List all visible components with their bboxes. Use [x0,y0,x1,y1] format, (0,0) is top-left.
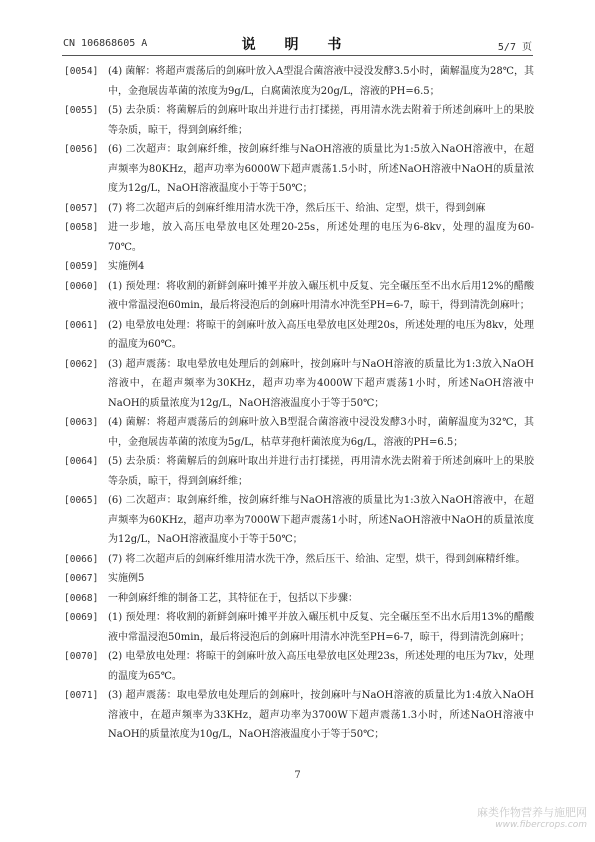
paragraph-text: (5) 去杂质：将菌解后的剑麻叶取出并进行击打揉搓，再用清水洗去附着于所述剑麻叶上的果胶等杂质，晾干，得到剑麻纤维； [108,456,534,487]
paragraph-number: [0057] [64,202,99,214]
paragraph [64,413,534,452]
paragraph-text: (4) 菌解：将超声震荡后的剑麻叶放入B型混合菌溶液中浸没发酵3小时，菌解温度为32℃，其中，金孢展齿革菌的浓度为5g/L，枯草芽孢杆菌浓度为6g/L，溶液的PH=6.5； [108,417,534,448]
header-divider [62,55,533,56]
paragraph-text: 实施例5 [108,573,145,584]
paragraph-text: (6) 二次超声：取剑麻纤维，按剑麻纤维与NaOH溶液的质量比为1:5放入NaOH溶液中，在超声频率为80KHz，超声功率为6000W下超声震荡1.5小时，所述NaOH溶液中NaOH的质量浓度为12g/L，NaOH溶液温度小于等于50℃； [108,144,534,194]
paragraph [64,218,534,257]
watermark-url: www.fibercrops.com [495,820,587,830]
paragraph-text: (3) 超声震荡：取电晕放电处理后的剑麻叶，按剑麻叶与NaOH溶液的质量比为1:3放入NaOH溶液中，在超声频率为30KHz，超声功率为4000W下超声震荡1小时，所述NaOH溶液中NaOH的质量浓度为12g/L，NaOH溶液温度小于等于50℃； [108,358,534,409]
paragraph-number: [0062] [64,358,99,370]
paragraph-number: [0063] [64,417,99,428]
paragraph [64,355,534,414]
paragraph-text: (3) 超声震荡：取电晕放电处理后的剑麻叶，按剑麻叶与NaOH溶液的质量比为1:4放入NaOH溶液中，在超声频率为33KHz，超声功率为3700W下超声震荡1.3小时，所述NaOH溶液中NaOH的质量浓度为10g/L，NaOH溶液温度小于等于50℃； [108,690,534,740]
paragraph [64,569,534,589]
paragraph-text: (2) 电晕放电处理：将晾干的剑麻叶放入高压电晕放电区处理20s，所述处理的电压为8kv，处理的温度为60℃。 [108,319,534,350]
paragraph-text: (5) 去杂质：将菌解后的剑麻叶取出并进行击打揉搓，再用清水洗去附着于所述剑麻叶上的果胶等杂质，晾干，得到剑麻纤维； [108,105,534,136]
document-title: 说 明 书 [241,37,354,53]
paragraph [64,316,534,355]
paragraph-text: (7) 将二次超声后的剑麻纤维用清水洗干净，然后压干、给油、定型，烘干，得到剑麻精纤维。 [108,553,526,565]
paragraph-text: (4) 菌解：将超声震荡后的剑麻叶放入A型混合菌溶液中浸没发酵3.5小时，菌解温度为28℃，其中，金孢展齿革菌的浓度为9g/L，白腐菌浓度为20g/L，溶液的PH=6.5； [108,66,534,97]
paragraph [64,608,534,647]
paragraph [64,62,534,101]
paragraph-number: [0068] [64,592,99,604]
paragraph-number: [0058] [64,222,99,233]
paragraph-number: [0061] [64,319,99,331]
watermark-text: 麻类作物营养与施肥网 [477,806,587,819]
paragraph-number: [0070] [64,651,99,662]
paragraph [64,589,534,609]
paragraph [64,101,534,140]
paragraph-text: (7) 将二次超声后的剑麻纤维用清水洗干净，然后压干、给油、定型，烘干，得到剑麻 [108,202,486,214]
paragraph [64,491,534,550]
paragraph-text: (2) 电晕放电处理：将晾干的剑麻叶放入高压电晕放电区处理23s，所述处理的电压为7kv，处理的温度为65℃。 [108,651,534,682]
paragraph-number: [0055] [64,105,99,116]
page-number: 7 [294,770,301,781]
paragraph-text: (1) 预处理：将收割的新鲜剑麻叶摊平并放入碾压机中反复、完全碾压至不出水后用13%的醋酸液中常温浸泡50min，最后将浸泡后的剑麻叶用清水冲洗至PH=6-7，晾干，得到清洗剑麻叶； [108,612,534,643]
paragraph [64,686,534,745]
paragraph-number: [0060] [64,280,99,292]
paragraph-text: (1) 预处理：将收割的新鲜剑麻叶摊平并放入碾压机中反复、完全碾压至不出水后用12%的醋酸液中常温浸泡60min，最后将浸泡后的剑麻叶用清水冲洗至PH=6-7，晾干，得到清洗剑麻叶； [108,280,534,311]
paragraph-number: [0064] [64,456,99,467]
paragraph-text: 进一步地，放入高压电晕放电区处理20-25s，所述处理的电压为6-8kv，处理的温度为60-70℃。 [108,222,534,253]
paragraph-text: (6) 二次超声：取剑麻纤维，按剑麻纤维与NaOH溶液的质量比为1:3放入NaOH溶液中，在超声频率为60KHz，超声功率为7000W下超声震荡1小时，所述NaOH溶液中NaOH的质量浓度为12g/L，NaOH溶液温度小于等于50℃； [108,495,534,545]
paragraph [64,647,534,686]
paragraph-number: [0065] [64,495,99,506]
paragraph [64,140,534,199]
paragraph-number: [0071] [64,690,99,701]
paragraph [64,277,534,316]
document-body [64,62,534,745]
paragraph-number: [0054] [64,66,99,77]
page-of-indicator: 5/7 页 [497,42,532,53]
paragraph [64,199,534,219]
publication-number: CN 106868605 A [63,38,148,49]
paragraph [64,452,534,491]
paragraph-number: [0066] [64,553,99,565]
paragraph-number: [0059] [64,261,99,272]
paragraph-number: [0056] [64,144,99,155]
paragraph-text: 一种剑麻纤维的制备工艺，其特征在于，包括以下步骤： [108,592,358,604]
paragraph-text: 实施例4 [108,261,145,272]
paragraph [64,550,534,570]
paragraph-number: [0069] [64,612,99,623]
paragraph-number: [0067] [64,573,99,584]
page-header [0,0,595,60]
paragraph [64,257,534,277]
watermark [477,806,587,832]
